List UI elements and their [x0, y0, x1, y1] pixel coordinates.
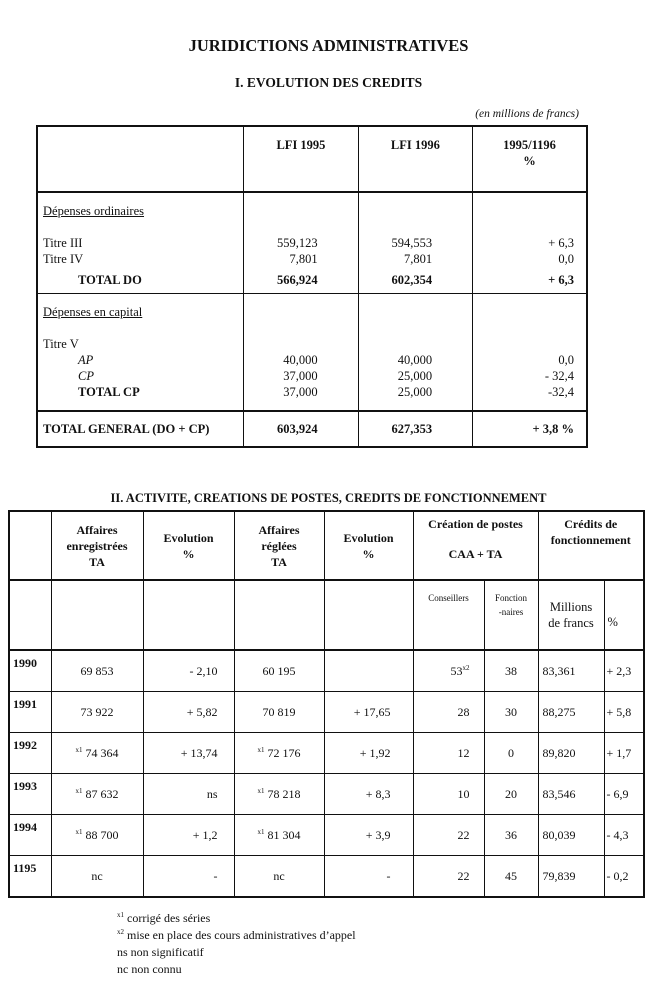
spacer-row	[37, 400, 587, 411]
header-line: TA	[271, 554, 287, 569]
cell-value: 72 176	[267, 746, 301, 760]
footnote-text: nc non connu	[117, 962, 182, 976]
conseillers-cell	[413, 856, 484, 898]
capital-heading-row	[37, 304, 587, 320]
cell-value: 1991	[13, 697, 37, 711]
footnote-mark: x1	[75, 828, 83, 836]
cell-value: 53	[450, 664, 463, 678]
affaires-enregistrees-cell	[51, 650, 143, 692]
subheader-line: Fonction	[495, 593, 528, 603]
affaires-enregistrees-cell	[51, 774, 143, 815]
total-do-lfi1995: 566,924	[244, 267, 358, 294]
conseillers-cell	[413, 815, 484, 856]
spacer-row	[37, 219, 587, 235]
table-row	[9, 774, 644, 815]
cell-value: + 1,2	[192, 828, 218, 842]
cell-value: -	[386, 869, 391, 883]
header-affaires-enregistrees	[51, 511, 143, 580]
cell-value: 0,0	[473, 251, 587, 267]
header-creation-postes	[413, 511, 538, 580]
credits-header-row	[37, 126, 587, 192]
footnotes	[117, 910, 657, 982]
row-label: AP	[37, 352, 244, 368]
spacer-row	[37, 320, 587, 336]
cell-value: + 1,7	[606, 746, 632, 760]
cell-value: 88,275	[542, 705, 576, 719]
credits-table	[36, 125, 588, 448]
affaires-enregistrees-cell	[51, 815, 143, 856]
cell-value: 7,801	[358, 251, 472, 267]
table-row	[37, 235, 587, 251]
grand-total-lfi1996: 627,353	[358, 411, 472, 447]
evolution2-cell	[324, 692, 413, 733]
cell-value: - 2,10	[189, 664, 218, 678]
total-cp-pct: -32,4	[473, 384, 587, 400]
row-label: Titre III	[37, 235, 244, 251]
header-pct-line2: %	[523, 154, 536, 168]
cell-value: 37,000	[244, 368, 358, 384]
cell-value: + 3,9	[365, 828, 391, 842]
affaires-reglees-cell	[234, 856, 324, 898]
year-cell	[9, 774, 51, 815]
cell-value: 0,0	[473, 352, 587, 368]
ordinaires-heading-row	[37, 203, 587, 219]
row-label: CP	[37, 368, 244, 384]
header-label	[37, 126, 244, 192]
year-cell	[9, 815, 51, 856]
subheader-line: Millions	[549, 600, 593, 614]
header-line: Evolution	[163, 530, 214, 545]
header-line: TA	[89, 554, 105, 569]
cell-value: 81 304	[267, 828, 301, 842]
evolution1-cell	[143, 650, 234, 692]
spacer-row	[37, 192, 587, 203]
cell-value: nc	[91, 869, 103, 883]
cell-value: 80,039	[542, 828, 576, 842]
footnote	[117, 910, 657, 927]
grand-total-row	[37, 411, 587, 447]
activity-header-row	[9, 511, 644, 580]
spacer-row	[37, 294, 587, 305]
grand-total-lfi1995: 603,924	[244, 411, 358, 447]
footnote-text: ns non significatif	[117, 945, 204, 959]
footnote-mark: x1	[257, 746, 265, 754]
footnote-mark: x2	[117, 928, 124, 936]
credits-pct-cell	[604, 650, 644, 692]
cell-value: - 32,4	[473, 368, 587, 384]
affaires-reglees-cell	[234, 650, 324, 692]
row-label: Titre IV	[37, 251, 244, 267]
cell-value: 38	[505, 664, 517, 678]
cell-value: 20	[505, 787, 517, 801]
total-do-label: TOTAL DO	[37, 267, 244, 294]
section1-title: I. EVOLUTION DES CREDITS	[234, 75, 423, 90]
cell-value: 70 819	[262, 705, 296, 719]
cell-value: + 17,65	[353, 705, 391, 719]
header-pct-line1: 1995/1196	[503, 138, 556, 152]
ordinaires-heading: Dépenses ordinaires	[37, 203, 244, 219]
affaires-reglees-cell	[234, 774, 324, 815]
header-line: Evolution	[343, 530, 394, 545]
evolution1-cell	[143, 856, 234, 898]
evolution2-cell	[324, 815, 413, 856]
total-cp-lfi1996: 25,000	[358, 384, 472, 400]
affaires-reglees-cell	[234, 733, 324, 774]
cell-value: 83,361	[542, 664, 576, 678]
table-row	[9, 650, 644, 692]
cell-value: 0	[508, 746, 514, 760]
subheader-millions	[538, 580, 604, 650]
subheader-empty	[9, 580, 51, 650]
evolution1-cell	[143, 774, 234, 815]
table-row	[9, 815, 644, 856]
table-row	[37, 251, 587, 267]
cell-value: + 6,3	[473, 235, 587, 251]
conseillers-cell	[413, 650, 484, 692]
credits-pct-cell	[604, 692, 644, 733]
cell-value: 36	[505, 828, 517, 842]
cell-value: 1993	[13, 779, 37, 793]
subheader-line: de francs	[548, 616, 594, 630]
evolution1-cell	[143, 815, 234, 856]
subheader-empty	[234, 580, 324, 650]
affaires-enregistrees-cell	[51, 733, 143, 774]
evolution2-cell	[324, 774, 413, 815]
document-title: JURIDICTIONS ADMINISTRATIVES	[188, 36, 469, 55]
cell-value: + 13,74	[180, 746, 218, 760]
total-do-pct: + 6,3	[473, 267, 587, 294]
footnote	[117, 944, 657, 961]
footnote-mark: x1	[117, 911, 124, 919]
fonctionnaires-cell	[484, 733, 538, 774]
cell-value: + 2,3	[606, 664, 632, 678]
header-line: Création de postes	[428, 517, 523, 531]
footnote-mark: x1	[75, 746, 83, 754]
credits-cell	[538, 856, 604, 898]
total-cp-label: TOTAL CP	[37, 384, 244, 400]
section2-title: II. ACTIVITE, CREATIONS DE POSTES, CREDITS DE FONCTIONNEMENT	[110, 491, 547, 505]
subheader-pct: %	[604, 580, 644, 650]
cell-value: - 4,3	[606, 828, 629, 842]
subheader-line: -naires	[498, 607, 524, 617]
cell-value: + 5,82	[186, 705, 218, 719]
fonctionnaires-cell	[484, 815, 538, 856]
year-cell	[9, 733, 51, 774]
subheader-empty	[51, 580, 143, 650]
footnote-text: corrigé des séries	[127, 911, 211, 925]
subheader-empty	[143, 580, 234, 650]
header-line: Affaires	[76, 522, 118, 537]
cell-value: 78 218	[267, 787, 301, 801]
header-line: réglées	[261, 538, 297, 553]
cell-value: 88 700	[85, 828, 119, 842]
cell-value: 87 632	[85, 787, 119, 801]
fonctionnaires-cell	[484, 774, 538, 815]
cell-value: 89,820	[542, 746, 576, 760]
fonctionnaires-cell	[484, 692, 538, 733]
cell-value: 22	[457, 869, 470, 883]
affaires-reglees-cell	[234, 692, 324, 733]
cell-value: 45	[505, 869, 517, 883]
evolution2-cell	[324, 856, 413, 898]
table-row	[9, 692, 644, 733]
grand-total-pct: + 3,8 %	[473, 411, 587, 447]
header-line: CAA + TA	[448, 547, 503, 561]
grand-total-label: TOTAL GENERAL (DO + CP)	[37, 411, 244, 447]
fonctionnaires-cell	[484, 650, 538, 692]
credits-pct-cell	[604, 774, 644, 815]
cell-value: 40,000	[358, 352, 472, 368]
cell-value: ns	[206, 787, 218, 801]
evolution1-cell	[143, 692, 234, 733]
total-cp-lfi1995: 37,000	[244, 384, 358, 400]
evolution2-cell	[324, 650, 413, 692]
cell-value: 83,546	[542, 787, 576, 801]
affaires-reglees-cell	[234, 815, 324, 856]
cell-value: 25,000	[358, 368, 472, 384]
cell-value: 74 364	[85, 746, 119, 760]
cell-value: 1992	[13, 738, 37, 752]
conseillers-cell	[413, 692, 484, 733]
cell-value: + 5,8	[606, 705, 632, 719]
cell-value: 40,000	[244, 352, 358, 368]
affaires-enregistrees-cell	[51, 692, 143, 733]
credits-pct-cell	[604, 733, 644, 774]
credits-cell	[538, 692, 604, 733]
header-lfi1996: LFI 1996	[358, 126, 472, 192]
titre-v-row	[37, 336, 587, 352]
footnote-text: mise en place des cours administratives d’appel	[127, 928, 356, 942]
credits-cell	[538, 733, 604, 774]
evolution1-cell	[143, 733, 234, 774]
header-line: enregistrées	[66, 538, 128, 553]
table-row	[9, 733, 644, 774]
subheader-fonctionnaires	[484, 580, 538, 650]
evolution2-cell	[324, 733, 413, 774]
total-do-row	[37, 267, 587, 294]
cell-value: 69 853	[80, 664, 114, 678]
cell-value: + 8,3	[365, 787, 391, 801]
year-cell	[9, 650, 51, 692]
header-lfi1995: LFI 1995	[244, 126, 358, 192]
cell-value: -	[213, 869, 218, 883]
total-do-lfi1996: 602,354	[358, 267, 472, 294]
header-line: fonctionnement	[550, 533, 631, 547]
activity-table	[8, 510, 645, 898]
cell-value: 60 195	[262, 664, 296, 678]
table-row	[37, 352, 587, 368]
header-line: %	[362, 546, 375, 561]
credits-cell	[538, 650, 604, 692]
cell-value: 22	[457, 828, 470, 842]
titre-v-label: Titre V	[37, 336, 244, 352]
credits-pct-cell	[604, 815, 644, 856]
cell-value: 1990	[13, 656, 37, 670]
cell-value: - 6,9	[606, 787, 629, 801]
credits-pct-cell	[604, 856, 644, 898]
capital-heading: Dépenses en capital	[37, 304, 244, 320]
table-row	[9, 856, 644, 898]
header-pct	[473, 126, 587, 192]
cell-value: 30	[505, 705, 517, 719]
footnote-mark: x1	[257, 828, 265, 836]
cell-value: 1195	[13, 861, 37, 875]
header-line: %	[182, 546, 195, 561]
total-cp-row	[37, 384, 587, 400]
cell-value: 10	[457, 787, 470, 801]
activity-table-body	[9, 650, 644, 897]
conseillers-cell	[413, 733, 484, 774]
header-affaires-reglees	[234, 511, 324, 580]
cell-value: - 0,2	[606, 869, 629, 883]
subheader-empty	[324, 580, 413, 650]
year-cell	[9, 692, 51, 733]
header-line: Affaires	[258, 522, 300, 537]
cell-value: 559,123	[244, 235, 358, 251]
header-evolution-1	[143, 511, 234, 580]
footnote	[117, 961, 657, 978]
cell-value: nc	[273, 869, 285, 883]
footnote	[117, 927, 657, 944]
credits-cell	[538, 815, 604, 856]
cell-value: 1994	[13, 820, 37, 834]
cell-value: 7,801	[244, 251, 358, 267]
footnote-mark: x2	[462, 664, 470, 672]
cell-value: + 1,92	[359, 746, 391, 760]
cell-value: 594,553	[358, 235, 472, 251]
header-credits-fonctionnement	[538, 511, 644, 580]
footnote-mark: x1	[257, 787, 265, 795]
cell-value: 79,839	[542, 869, 576, 883]
affaires-enregistrees-cell	[51, 856, 143, 898]
footnote-mark: x1	[75, 787, 83, 795]
cell-value: 28	[457, 705, 470, 719]
header-year	[9, 511, 51, 580]
cell-value: 12	[457, 746, 470, 760]
header-evolution-2	[324, 511, 413, 580]
table-row	[37, 368, 587, 384]
unit-note: (en millions de francs)	[475, 108, 579, 120]
cell-value: 73 922	[80, 705, 114, 719]
conseillers-cell	[413, 774, 484, 815]
activity-subheader-row	[9, 580, 644, 650]
year-cell	[9, 856, 51, 898]
credits-cell	[538, 774, 604, 815]
fonctionnaires-cell	[484, 856, 538, 898]
header-line: Crédits de	[564, 517, 618, 531]
subheader-conseillers: Conseillers	[413, 580, 484, 650]
